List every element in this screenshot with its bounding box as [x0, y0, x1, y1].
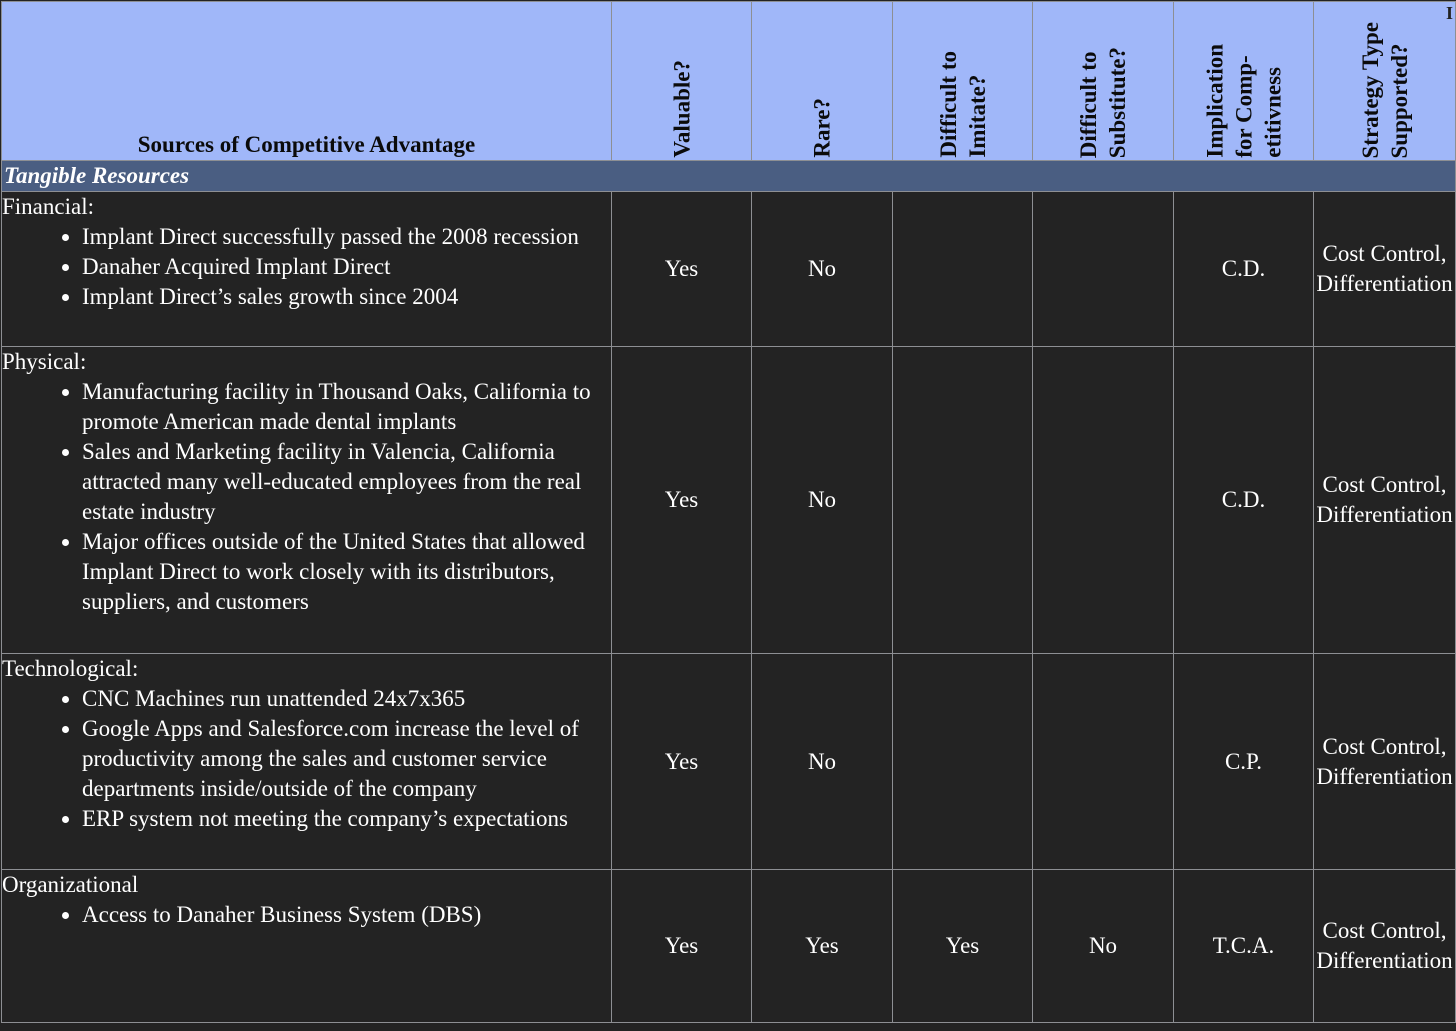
valuable-cell: Yes	[612, 870, 752, 1023]
rare-cell: No	[752, 192, 893, 347]
bullet-list	[2, 900, 611, 930]
list-item: • Danaher Acquired Implant Direct	[82, 252, 611, 282]
rare-cell: No	[752, 654, 893, 870]
section-title: Tangible Resources	[2, 161, 1456, 192]
table-row	[2, 870, 1456, 1023]
header-strategy-type: Strategy Type Supported? I	[1314, 2, 1456, 161]
bullet-list	[2, 377, 611, 617]
strategy-cell: Cost Control, Differentiation	[1314, 654, 1456, 870]
table-row	[2, 654, 1456, 870]
vrio-table	[1, 1, 1456, 1023]
implication-cell: T.C.A.	[1174, 870, 1314, 1023]
category-label: Physical:	[2, 349, 87, 374]
category-label: Financial:	[2, 194, 94, 219]
list-item: • Major offices outside of the United States that allowed Implant Direct to work closely with its distributors, suppliers, and customers	[82, 527, 611, 617]
category-label: Technological:	[2, 656, 139, 681]
source-cell	[2, 654, 612, 870]
header-sources: Sources of Competitive Advantage	[2, 2, 612, 161]
substitute-cell	[1033, 347, 1174, 654]
source-cell	[2, 347, 612, 654]
strategy-cell: Cost Control, Differentiation	[1314, 347, 1456, 654]
text-cursor-icon: I	[1445, 3, 1453, 23]
source-cell	[2, 870, 612, 1023]
list-item: • Google Apps and Salesforce.com increase the level of productivity among the sales and customer service departments inside/outside of the company	[82, 714, 611, 804]
table-body	[2, 192, 1456, 1023]
imitate-cell: Yes	[893, 870, 1033, 1023]
list-item: • Manufacturing facility in Thousand Oaks, California to promote American made dental implants	[82, 377, 611, 437]
header-rare: Rare?	[752, 2, 893, 161]
valuable-cell: Yes	[612, 192, 752, 347]
table-row	[2, 347, 1456, 654]
list-item: • ERP system not meeting the company’s expectations	[82, 804, 611, 834]
header-difficult-to-substitute: Difficult to Substitute?	[1033, 2, 1174, 161]
strategy-cell: Cost Control, Differentiation	[1314, 870, 1456, 1023]
list-item: • Implant Direct’s sales growth since 2004	[82, 282, 611, 312]
rare-cell: No	[752, 347, 893, 654]
substitute-cell	[1033, 654, 1174, 870]
section-row	[2, 161, 1456, 192]
implication-cell: C.D.	[1174, 192, 1314, 347]
imitate-cell	[893, 347, 1033, 654]
implication-cell: C.D.	[1174, 347, 1314, 654]
list-item: • Sales and Marketing facility in Valencia, California attracted many well-educated employees from the real estate industry	[82, 437, 611, 527]
strategy-cell: Cost Control, Differentiation	[1314, 192, 1456, 347]
bullet-list	[2, 684, 611, 834]
imitate-cell	[893, 654, 1033, 870]
list-item: • Implant Direct successfully passed the 2008 recession	[82, 222, 611, 252]
bullet-list	[2, 222, 611, 312]
list-item: • CNC Machines run unattended 24x7x365	[82, 684, 611, 714]
list-item: • Access to Danaher Business System (DBS)	[82, 900, 611, 930]
valuable-cell: Yes	[612, 347, 752, 654]
rare-cell: Yes	[752, 870, 893, 1023]
substitute-cell	[1033, 192, 1174, 347]
substitute-cell: No	[1033, 870, 1174, 1023]
header-implication: Implication for Comp- etitivness	[1174, 2, 1314, 161]
header-valuable: Valuable?	[612, 2, 752, 161]
header-difficult-to-imitate: Difficult to Imitate?	[893, 2, 1033, 161]
valuable-cell: Yes	[612, 654, 752, 870]
table-row	[2, 192, 1456, 347]
category-label: Organizational	[2, 872, 139, 897]
implication-cell: C.P.	[1174, 654, 1314, 870]
imitate-cell	[893, 192, 1033, 347]
source-cell	[2, 192, 612, 347]
header-row	[2, 2, 1456, 161]
